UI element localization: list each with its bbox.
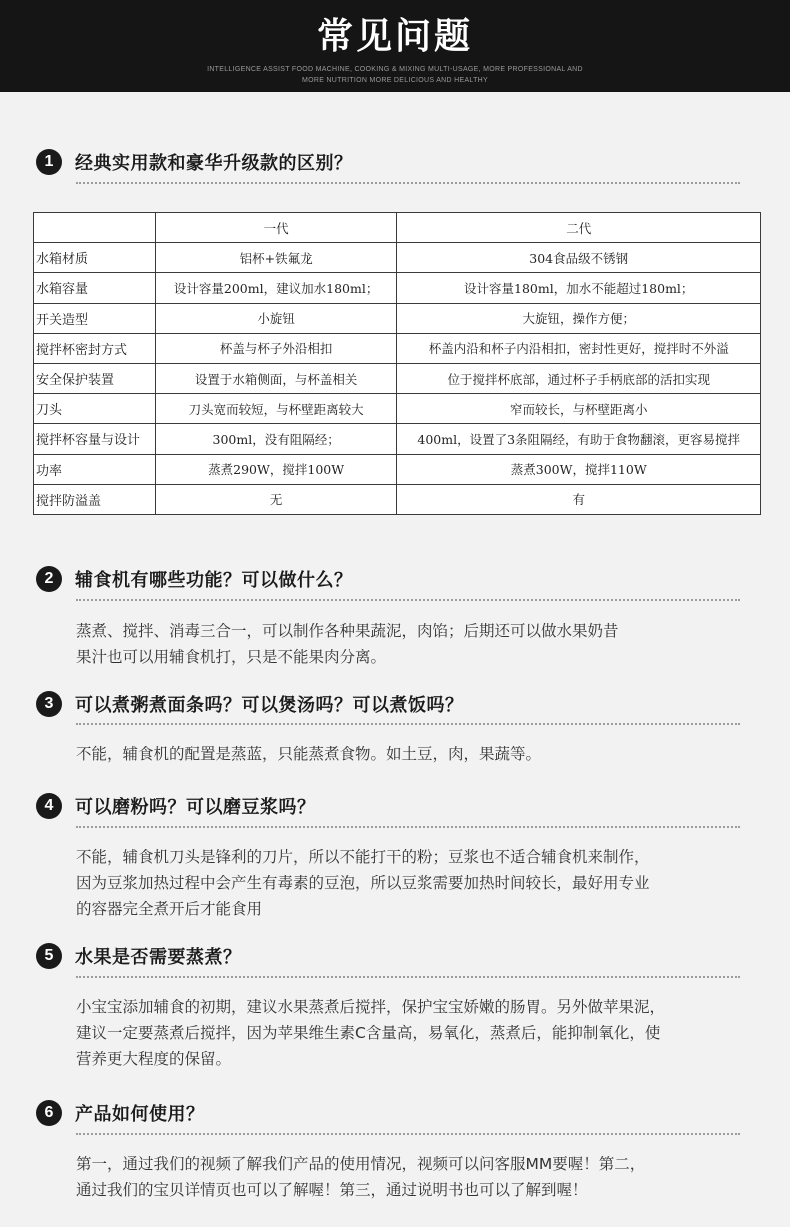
question-1-heading	[36, 147, 353, 177]
table-cell-gen1: 无	[155, 484, 397, 514]
table-row-label: 搅拌防溢盖	[34, 484, 156, 514]
dotted-divider	[76, 1133, 740, 1135]
subtitle-line-1: INTELLIGENCE ASSIST FOOD MACHINE, COOKING & MIXING MULTI-USAGE, MORE PROFESSIONAL AND	[207, 66, 583, 73]
table-row-label: 水箱材质	[34, 243, 156, 273]
table-cell-gen2: 位于搅拌杯底部，通过杯子手柄底部的活扣实现	[397, 363, 761, 393]
table-row	[34, 333, 761, 363]
answer-5-line: 营养更大程度的保留。	[76, 1050, 232, 1068]
comparison-table	[33, 212, 761, 515]
question-2-title: 辅食机有哪些功能？可以做什么？	[75, 570, 353, 591]
table-cell-gen2: 400ml，设置了3条阻隔经，有助于食物翻滚，更容易搅拌	[397, 424, 761, 454]
question-1-number: 1	[36, 149, 62, 175]
answer-4-line: 的容器完全煮开后才能食用	[76, 900, 263, 918]
answer-4-line: 不能，辅食机刀头是锋利的刀片，所以不能打干的粉；豆浆也不适合辅食机来制作，	[76, 848, 650, 866]
dotted-divider	[76, 976, 740, 978]
dotted-divider	[76, 826, 740, 828]
table-cell-gen1: 刀头宽而较短，与杯壁距离较大	[155, 394, 397, 424]
table-row-label: 开关造型	[34, 303, 156, 333]
page-subtitle	[170, 64, 620, 86]
table-header-cell: 一代	[155, 213, 397, 243]
answer-2-line: 蒸煮、搅拌、消毒三合一，可以制作各种果蔬泥，肉馅；后期还可以做水果奶昔	[76, 622, 619, 640]
question-5-heading	[36, 941, 242, 971]
table-row	[34, 424, 761, 454]
answer-5-line: 小宝宝添加辅食的初期，建议水果蒸煮后搅拌，保护宝宝娇嫩的肠胃。另外做苹果泥，	[76, 998, 666, 1016]
answer-3-line: 不能，辅食机的配置是蒸蓝，只能蒸煮食物。如土豆，肉，果蔬等。	[76, 745, 542, 763]
table-cell-gen1: 小旋钮	[155, 303, 397, 333]
question-5-title: 水果是否需要蒸煮？	[75, 947, 242, 968]
header-banner	[0, 0, 790, 92]
dotted-divider	[76, 182, 740, 184]
table-cell-gen2: 大旋钮，操作方便；	[397, 303, 761, 333]
table-cell-gen2: 304食品级不锈钢	[397, 243, 761, 273]
question-5-number: 5	[36, 943, 62, 969]
question-2-number: 2	[36, 566, 62, 592]
table-row	[34, 484, 761, 514]
page-title: 常见问题	[316, 16, 473, 57]
dotted-divider	[76, 723, 740, 725]
answer-2-line: 果汁也可以用辅食机打，只是不能果肉分离。	[76, 648, 387, 666]
table-header-cell	[34, 213, 156, 243]
table-row	[34, 363, 761, 393]
question-3-title: 可以煮粥煮面条吗？可以煲汤吗？可以煮饭吗？	[75, 695, 464, 716]
question-4-number: 4	[36, 793, 62, 819]
answer-6-line: 通过我们的宝贝详情页也可以了解喔！第三，通过说明书也可以了解到喔！	[76, 1181, 588, 1199]
table-cell-gen1: 300ml，没有阻隔经；	[155, 424, 397, 454]
table-cell-gen1: 杯盖与杯子外沿相扣	[155, 333, 397, 363]
table-cell-gen2: 设计容量180ml，加水不能超过180ml；	[397, 273, 761, 303]
table-row-label: 刀头	[34, 394, 156, 424]
table-row	[34, 454, 761, 484]
answer-6-line: 第一，通过我们的视频了解我们产品的使用情况，视频可以问客服MM要喔！第二，	[76, 1155, 646, 1173]
table-cell-gen2: 蒸煮300W，搅拌110W	[397, 454, 761, 484]
table-row	[34, 243, 761, 273]
question-1-title: 经典实用款和豪华升级款的区别？	[75, 153, 353, 174]
table-row	[34, 394, 761, 424]
table-cell-gen2: 有	[397, 484, 761, 514]
subtitle-line-2: MORE NUTRITION MORE DELICIOUS AND HEALTHY	[301, 77, 489, 84]
table-cell-gen2: 窄而较长，与杯壁距离小	[397, 394, 761, 424]
table-row-label: 搅拌杯密封方式	[34, 333, 156, 363]
table-cell-gen1: 蒸煮290W，搅拌100W	[155, 454, 397, 484]
question-3-number: 3	[36, 691, 62, 717]
answer-5-line: 建议一定要蒸煮后搅拌，因为苹果维生素C含量高，易氧化，蒸煮后，能抑制氧化，使	[76, 1024, 661, 1042]
dotted-divider	[76, 599, 740, 601]
question-6-title: 产品如何使用？	[75, 1104, 205, 1125]
answer-3	[76, 741, 756, 767]
answer-5	[76, 994, 756, 1072]
table-header-cell: 二代	[397, 213, 761, 243]
table-row-label: 安全保护装置	[34, 363, 156, 393]
table-row-label: 水箱容量	[34, 273, 156, 303]
answer-4-line: 因为豆浆加热过程中会产生有毒素的豆泡，所以豆浆需要加热时间较长，最好用专业	[76, 874, 650, 892]
table-row-label: 功率	[34, 454, 156, 484]
table-row	[34, 273, 761, 303]
table-row	[34, 303, 761, 333]
question-6-heading	[36, 1098, 205, 1128]
question-6-number: 6	[36, 1100, 62, 1126]
question-4-title: 可以磨粉吗？可以磨豆浆吗？	[75, 797, 316, 818]
answer-4	[76, 844, 756, 922]
question-2-heading	[36, 564, 353, 594]
question-4-heading	[36, 791, 316, 821]
table-cell-gen2: 杯盖内沿和杯子内沿相扣，密封性更好，搅拌时不外溢	[397, 333, 761, 363]
answer-2	[76, 618, 756, 670]
table-cell-gen1: 设置于水箱侧面，与杯盖相关	[155, 363, 397, 393]
table-row-label: 搅拌杯容量与设计	[34, 424, 156, 454]
answer-6	[76, 1151, 756, 1203]
question-3-heading	[36, 689, 464, 719]
table-header-row	[34, 213, 761, 243]
table-cell-gen1: 设计容量200ml，建议加水180ml；	[155, 273, 397, 303]
table-cell-gen1: 铝杯+铁氟龙	[155, 243, 397, 273]
